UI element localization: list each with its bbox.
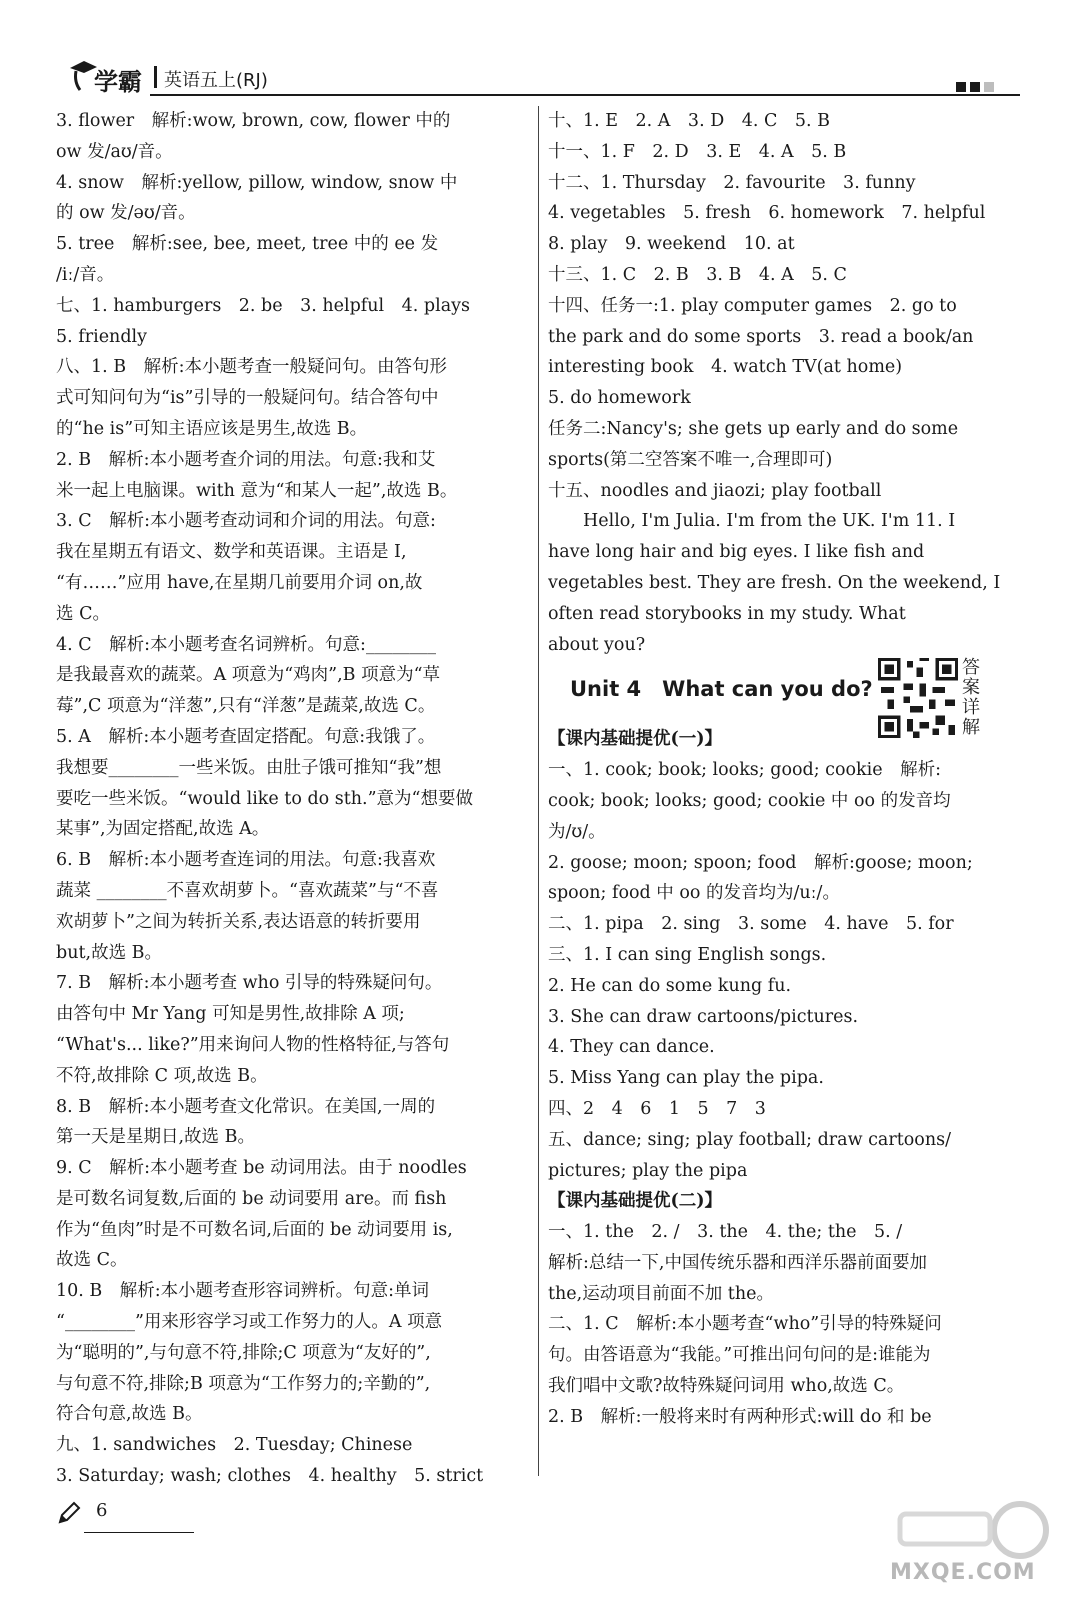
text-line: 6. B 解析:本小题考查连词的用法。句意:我喜欢 xyxy=(56,850,436,871)
text-line: 不符,故排除 C 项,故选 B。 xyxy=(56,1065,268,1086)
essay-line: often read storybooks in my study. What xyxy=(548,603,906,624)
text-line: 2. goose; moon; spoon; food 解析:goose; moon; xyxy=(548,852,973,873)
text-line: 二、1. pipa 2. sing 3. some 4. have 5. for xyxy=(548,914,954,935)
text-line: 符合句意,故选 B。 xyxy=(56,1404,203,1425)
text-line: 为/ʊ/。 xyxy=(548,821,606,842)
qr-caption: 答案详解 xyxy=(962,657,980,739)
text-line: 七、1. hamburgers 2. be 3. helpful 4. plays xyxy=(56,295,471,316)
left-column xyxy=(56,106,522,1492)
text-line: 5. Miss Yang can play the pipa. xyxy=(548,1068,824,1089)
text-line: /iː/音。 xyxy=(56,264,115,285)
text-line: 蔬菜 ________不喜欢胡萝卜。“喜欢蔬菜”与“不喜 xyxy=(56,880,439,901)
essay-line: about you? xyxy=(548,634,646,655)
text-line: 一、1. the 2. / 3. the 4. the; the 5. / xyxy=(548,1222,903,1243)
text-line: 任务二:Nancy's; she gets up early and do some xyxy=(548,418,959,439)
text-line: 为“聪明的”,与句意不符,排除;C 项意为“友好的”, xyxy=(56,1342,431,1363)
text-line: 由答句中 Mr Yang 可知是男性,故排除 A 项; xyxy=(56,1004,405,1025)
text-line: 2. He can do some kung fu. xyxy=(548,975,792,996)
unit-heading xyxy=(548,657,1018,739)
column-divider xyxy=(538,106,539,1476)
text-line: 十二、1. Thursday 2. favourite 3. funny xyxy=(548,172,916,193)
text-line: 要吃一些米饭。“would like to do sth.”意为“想要做 xyxy=(56,788,473,809)
essay-line: have long hair and big eyes. I like fish and xyxy=(548,542,925,563)
text-line: 我在星期五有语文、数学和英语课。主语是 I, xyxy=(56,542,407,563)
text-line: 5. tree 解析:see, bee, meet, tree 中的 ee 发 xyxy=(56,234,439,255)
text-line: 十五、noodles and jiaozi; play football xyxy=(548,480,882,501)
text-line: 作为“鱼肉”时是不可数名词,后面的 be 动词要用 is, xyxy=(56,1219,453,1240)
section-heading: 【课内基础提优(二)】 xyxy=(548,1191,723,1212)
text-line: interesting book 4. watch TV(at home) xyxy=(548,357,903,378)
text-line: 5. do homework xyxy=(548,388,691,409)
header-separator xyxy=(154,66,157,88)
text-line: 式可知问句为“is”引导的一般疑问句。结合答句中 xyxy=(56,388,439,409)
text-line: 4. vegetables 5. fresh 6. homework 7. helpful xyxy=(548,203,986,224)
text-line: 三、1. I can sing English songs. xyxy=(548,944,827,965)
text-line: 5. A 解析:本小题考查固定搭配。句意:我饿了。 xyxy=(56,726,436,747)
text-line: 4. They can dance. xyxy=(548,1037,715,1058)
text-line: 一、1. cook; book; looks; good; cookie 解析: xyxy=(548,760,942,781)
essay-line: Hello, I'm Julia. I'm from the UK. I'm 11. I xyxy=(583,511,956,532)
text-line: 故选 C。 xyxy=(56,1250,128,1271)
text-line: 选 C。 xyxy=(56,603,110,624)
text-line: 3. Saturday; wash; clothes 4. healthy 5. strict xyxy=(56,1466,484,1487)
text-line: 二、1. C 解析:本小题考查“who”引导的特殊疑问 xyxy=(548,1314,942,1335)
text-line: 4. C 解析:本小题考查名词辨析。句意:________ xyxy=(56,634,436,655)
text-line: 莓”,C 项意为“洋葱”,只有“洋葱”是蔬菜,故选 C。 xyxy=(56,696,436,717)
text-line: 2. B 解析:本小题考查介词的用法。句意:我和艾 xyxy=(56,449,436,470)
qr-code-icon[interactable] xyxy=(878,658,958,738)
text-line: the park and do some sports 3. read a book/an xyxy=(548,326,974,347)
text-line: 3. flower 解析:wow, brown, cow, flower 中的 xyxy=(56,111,451,131)
page-header xyxy=(68,58,1020,98)
text-line: 7. B 解析:本小题考查 who 引导的特殊疑问句。 xyxy=(56,973,443,994)
text-line: 十四、任务一:1. play computer games 2. go to xyxy=(548,295,957,316)
text-line: 某事”,为固定搭配,故选 A。 xyxy=(56,819,270,840)
text-line: ow 发/aʊ/音。 xyxy=(56,141,173,162)
text-line: “________”用来形容学习或工作努力的人。A 项意 xyxy=(56,1312,443,1333)
essay-line: vegetables best. They are fresh. On the weekend, I xyxy=(548,572,1001,593)
text-line: cook; book; looks; good; cookie 中 oo 的发音均 xyxy=(548,790,951,811)
text-line: 句。由答语意为“我能。”可推出问句问的是:谁能为 xyxy=(548,1345,931,1366)
square-icon xyxy=(956,82,966,92)
text-line: 是可数名词复数,后面的 be 动词要用 are。而 fish xyxy=(56,1188,447,1209)
right-column xyxy=(548,106,1018,1433)
unit-title: Unit 4 What can you do? xyxy=(570,677,873,702)
watermark-text: MXQE.COM xyxy=(890,1560,1036,1585)
text-line: but,故选 B。 xyxy=(56,942,162,963)
text-line: 与句意不符,排除;B 项意为“工作努力的;辛勤的”, xyxy=(56,1373,431,1394)
text-line: 九、1. sandwiches 2. Tuesday; Chinese xyxy=(56,1435,413,1456)
book-subject: 英语五上(RJ) xyxy=(164,70,268,91)
text-line: “有……”应用 have,在星期几前要用介词 on,故 xyxy=(56,572,423,593)
pencil-icon xyxy=(56,1500,82,1526)
text-line: 十一、1. F 2. D 3. E 4. A 5. B xyxy=(548,141,847,162)
text-line: 八、1. B 解析:本小题考查一般疑问句。由答句形 xyxy=(56,357,448,378)
text-line: 3. She can draw cartoons/pictures. xyxy=(548,1006,859,1027)
text-line: the,运动项目前面不加 the。 xyxy=(548,1283,774,1304)
square-icon xyxy=(970,82,980,92)
text-line: 5. friendly xyxy=(56,326,148,347)
text-line: 五、dance; sing; play football; draw cartoons/ xyxy=(548,1129,951,1150)
footer-rule xyxy=(84,1532,194,1533)
text-line: 我们唱中文歌?故特殊疑问词用 who,故选 C。 xyxy=(548,1376,905,1397)
text-line: 的“he is”可知主语应该是男生,故选 B。 xyxy=(56,418,368,439)
text-line: 米一起上电脑课。with 意为“和某人一起”,故选 B。 xyxy=(56,480,458,501)
header-rule xyxy=(150,94,1020,96)
text-line: 是我最喜欢的蔬菜。A 项意为“鸡肉”,B 项意为“草 xyxy=(56,665,441,686)
text-line: 2. B 解析:一般将来时有两种形式:will do 和 be xyxy=(548,1406,932,1427)
page-number: 6 xyxy=(96,1500,108,1521)
text-line: 9. C 解析:本小题考查 be 动词用法。由于 noodles xyxy=(56,1158,467,1179)
text-line: 十三、1. C 2. B 3. B 4. A 5. C xyxy=(548,264,847,285)
text-line: 十、1. E 2. A 3. D 4. C 5. B xyxy=(548,111,830,131)
text-line: 欢胡萝卜”之间为转折关系,表达语意的转折要用 xyxy=(56,911,421,932)
section-heading: 【课内基础提优(一)】 xyxy=(548,729,723,750)
square-icon xyxy=(984,82,994,92)
text-line: pictures; play the pipa xyxy=(548,1160,748,1181)
text-line: 解析:总结一下,中国传统乐器和西洋乐器前面要加 xyxy=(548,1252,927,1273)
text-line: “What's... like?”用来询问人物的性格特征,与答句 xyxy=(56,1034,450,1055)
text-line: 3. C 解析:本小题考查动词和介词的用法。句意: xyxy=(56,511,436,532)
text-line: sports(第二空答案不唯一,合理即可) xyxy=(548,449,833,470)
text-line: 四、2 4 6 1 5 7 3 xyxy=(548,1098,766,1119)
text-line: 8. B 解析:本小题考查文化常识。在美国,一周的 xyxy=(56,1096,436,1117)
text-line: 10. B 解析:本小题考查形容词辨析。句意:单词 xyxy=(56,1281,430,1302)
text-line: 第一天是星期日,故选 B。 xyxy=(56,1127,255,1148)
text-line: spoon; food 中 oo 的发音均为/uː/。 xyxy=(548,883,840,904)
page-footer xyxy=(56,1500,256,1540)
text-line: 8. play 9. weekend 10. at xyxy=(548,234,795,255)
text-line: 的 ow 发/əʊ/音。 xyxy=(56,203,196,224)
text-line: 我想要________一些米饭。由肚子饿可推知“我”想 xyxy=(56,757,442,778)
brand-logo-text: 学霸 xyxy=(94,68,142,96)
text-line: 4. snow 解析:yellow, pillow, window, snow 中 xyxy=(56,172,458,193)
